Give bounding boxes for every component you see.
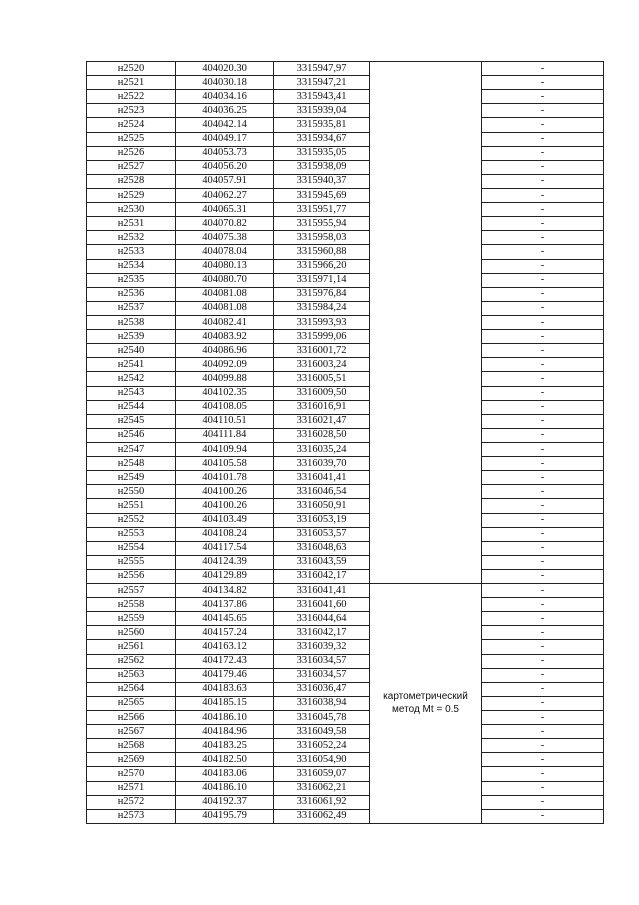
point-id-cell: н2524	[87, 118, 176, 132]
table-row	[87, 132, 604, 146]
y-coordinate-cell: 3316021,47	[274, 414, 370, 428]
x-coordinate-cell: 404042.14	[176, 118, 274, 132]
point-id-cell: н2537	[87, 301, 176, 315]
accuracy-cell: -	[482, 90, 604, 104]
y-coordinate-cell: 3316041,60	[274, 598, 370, 612]
y-coordinate-cell: 3315999,06	[274, 330, 370, 344]
x-coordinate-cell: 404124.39	[176, 555, 274, 569]
accuracy-cell: -	[482, 513, 604, 527]
y-coordinate-cell: 3316061,92	[274, 795, 370, 809]
y-coordinate-cell: 3316043,59	[274, 555, 370, 569]
point-id-cell: н2530	[87, 203, 176, 217]
y-coordinate-cell: 3315935,81	[274, 118, 370, 132]
y-coordinate-cell: 3316034,57	[274, 668, 370, 682]
accuracy-cell: -	[482, 598, 604, 612]
point-id-cell: н2540	[87, 344, 176, 358]
method-cell-upper	[370, 62, 482, 584]
point-id-cell: н2551	[87, 499, 176, 513]
point-id-cell: н2561	[87, 640, 176, 654]
y-coordinate-cell: 3316054,90	[274, 753, 370, 767]
table-row	[87, 668, 604, 682]
table-row	[87, 273, 604, 287]
table-row	[87, 188, 604, 202]
x-coordinate-cell: 404117.54	[176, 541, 274, 555]
y-coordinate-cell: 3315971,14	[274, 273, 370, 287]
accuracy-cell: -	[482, 259, 604, 273]
x-coordinate-cell: 404070.82	[176, 217, 274, 231]
x-coordinate-cell: 404105.58	[176, 457, 274, 471]
accuracy-cell: -	[482, 795, 604, 809]
y-coordinate-cell: 3316042,17	[274, 626, 370, 640]
table-row	[87, 711, 604, 725]
x-coordinate-cell: 404195.79	[176, 809, 274, 823]
point-id-cell: н2571	[87, 781, 176, 795]
x-coordinate-cell: 404099.88	[176, 372, 274, 386]
x-coordinate-cell: 404086.96	[176, 344, 274, 358]
point-id-cell: н2543	[87, 386, 176, 400]
accuracy-cell: -	[482, 344, 604, 358]
x-coordinate-cell: 404080.70	[176, 273, 274, 287]
accuracy-cell: -	[482, 668, 604, 682]
accuracy-cell: -	[482, 217, 604, 231]
table-row	[87, 400, 604, 414]
accuracy-cell: -	[482, 527, 604, 541]
point-id-cell: н2531	[87, 217, 176, 231]
point-id-cell: н2572	[87, 795, 176, 809]
y-coordinate-cell: 3315984,24	[274, 301, 370, 315]
x-coordinate-cell: 404102.35	[176, 386, 274, 400]
y-coordinate-cell: 3316048,63	[274, 541, 370, 555]
table-row	[87, 358, 604, 372]
table-row	[87, 527, 604, 541]
point-id-cell: н2569	[87, 753, 176, 767]
x-coordinate-cell: 404053.73	[176, 146, 274, 160]
accuracy-cell: -	[482, 767, 604, 781]
x-coordinate-cell: 404100.26	[176, 499, 274, 513]
accuracy-cell: -	[482, 809, 604, 823]
table-row	[87, 457, 604, 471]
table-row	[87, 414, 604, 428]
x-coordinate-cell: 404030.18	[176, 76, 274, 90]
x-coordinate-cell: 404056.20	[176, 160, 274, 174]
point-id-cell: н2550	[87, 485, 176, 499]
table-row	[87, 217, 604, 231]
point-id-cell: н2573	[87, 809, 176, 823]
x-coordinate-cell: 404049.17	[176, 132, 274, 146]
table-row	[87, 315, 604, 329]
point-id-cell: н2533	[87, 245, 176, 259]
table-row	[87, 62, 604, 76]
accuracy-cell: -	[482, 725, 604, 739]
y-coordinate-cell: 3316053,57	[274, 527, 370, 541]
accuracy-cell: -	[482, 626, 604, 640]
table-row	[87, 301, 604, 315]
accuracy-cell: -	[482, 146, 604, 160]
table-row	[87, 569, 604, 583]
accuracy-cell: -	[482, 739, 604, 753]
y-coordinate-cell: 3316016,91	[274, 400, 370, 414]
x-coordinate-cell: 404020.30	[176, 62, 274, 76]
x-coordinate-cell: 404172.43	[176, 654, 274, 668]
y-coordinate-cell: 3316005,51	[274, 372, 370, 386]
accuracy-cell: -	[482, 612, 604, 626]
accuracy-cell: -	[482, 315, 604, 329]
point-id-cell: н2554	[87, 541, 176, 555]
accuracy-cell: -	[482, 188, 604, 202]
point-id-cell: н2547	[87, 442, 176, 456]
table-row	[87, 160, 604, 174]
point-id-cell: н2545	[87, 414, 176, 428]
x-coordinate-cell: 404183.06	[176, 767, 274, 781]
point-id-cell: н2522	[87, 90, 176, 104]
point-id-cell: н2566	[87, 711, 176, 725]
y-coordinate-cell: 3316042,17	[274, 569, 370, 583]
point-id-cell: н2520	[87, 62, 176, 76]
point-id-cell: н2555	[87, 555, 176, 569]
table-row	[87, 640, 604, 654]
table-row	[87, 612, 604, 626]
table-row	[87, 245, 604, 259]
table-body	[87, 62, 604, 824]
y-coordinate-cell: 3316034,57	[274, 654, 370, 668]
accuracy-cell: -	[482, 499, 604, 513]
x-coordinate-cell: 404103.49	[176, 513, 274, 527]
accuracy-cell: -	[482, 442, 604, 456]
table-row	[87, 372, 604, 386]
y-coordinate-cell: 3315934,67	[274, 132, 370, 146]
x-coordinate-cell: 404182.50	[176, 753, 274, 767]
accuracy-cell: -	[482, 104, 604, 118]
table-row	[87, 725, 604, 739]
point-id-cell: н2557	[87, 584, 176, 598]
accuracy-cell: -	[482, 457, 604, 471]
y-coordinate-cell: 3315951,77	[274, 203, 370, 217]
table-row	[87, 104, 604, 118]
y-coordinate-cell: 3316036,47	[274, 682, 370, 696]
point-id-cell: н2553	[87, 527, 176, 541]
x-coordinate-cell: 404080.13	[176, 259, 274, 273]
x-coordinate-cell: 404137.86	[176, 598, 274, 612]
x-coordinate-cell: 404062.27	[176, 188, 274, 202]
accuracy-cell: -	[482, 245, 604, 259]
table-row	[87, 231, 604, 245]
x-coordinate-cell: 404186.10	[176, 781, 274, 795]
x-coordinate-cell: 404092.09	[176, 358, 274, 372]
x-coordinate-cell: 404186.10	[176, 711, 274, 725]
accuracy-cell: -	[482, 640, 604, 654]
table-row	[87, 471, 604, 485]
y-coordinate-cell: 3316039,32	[274, 640, 370, 654]
x-coordinate-cell: 404100.26	[176, 485, 274, 499]
y-coordinate-cell: 3315960,88	[274, 245, 370, 259]
table-row	[87, 428, 604, 442]
y-coordinate-cell: 3316009,50	[274, 386, 370, 400]
x-coordinate-cell: 404036.25	[176, 104, 274, 118]
accuracy-cell: -	[482, 781, 604, 795]
table-row	[87, 386, 604, 400]
y-coordinate-cell: 3316046,54	[274, 485, 370, 499]
accuracy-cell: -	[482, 76, 604, 90]
x-coordinate-cell: 404081.08	[176, 301, 274, 315]
y-coordinate-cell: 3316049,58	[274, 725, 370, 739]
point-id-cell: н2536	[87, 287, 176, 301]
y-coordinate-cell: 3316028,50	[274, 428, 370, 442]
point-id-cell: н2568	[87, 739, 176, 753]
table-row	[87, 781, 604, 795]
y-coordinate-cell: 3316035,24	[274, 442, 370, 456]
accuracy-cell: -	[482, 174, 604, 188]
accuracy-cell: -	[482, 62, 604, 76]
y-coordinate-cell: 3316062,49	[274, 809, 370, 823]
x-coordinate-cell: 404185.15	[176, 696, 274, 710]
y-coordinate-cell: 3315935,05	[274, 146, 370, 160]
point-id-cell: н2556	[87, 569, 176, 583]
y-coordinate-cell: 3316038,94	[274, 696, 370, 710]
table-row	[87, 76, 604, 90]
accuracy-cell: -	[482, 485, 604, 499]
y-coordinate-cell: 3315947,21	[274, 76, 370, 90]
y-coordinate-cell: 3316039,70	[274, 457, 370, 471]
point-id-cell: н2541	[87, 358, 176, 372]
x-coordinate-cell: 404111.84	[176, 428, 274, 442]
point-id-cell: н2532	[87, 231, 176, 245]
table-row	[87, 753, 604, 767]
accuracy-cell: -	[482, 696, 604, 710]
table-row	[87, 809, 604, 823]
point-id-cell: н2552	[87, 513, 176, 527]
table-row	[87, 499, 604, 513]
table-row	[87, 795, 604, 809]
x-coordinate-cell: 404101.78	[176, 471, 274, 485]
accuracy-cell: -	[482, 569, 604, 583]
y-coordinate-cell: 3315940,37	[274, 174, 370, 188]
method-cell: картометрический метод Mt = 0.5	[370, 584, 482, 824]
y-coordinate-cell: 3316041,41	[274, 584, 370, 598]
x-coordinate-cell: 404157.24	[176, 626, 274, 640]
accuracy-cell: -	[482, 203, 604, 217]
point-id-cell: н2544	[87, 400, 176, 414]
accuracy-cell: -	[482, 428, 604, 442]
accuracy-cell: -	[482, 753, 604, 767]
accuracy-cell: -	[482, 555, 604, 569]
point-id-cell: н2559	[87, 612, 176, 626]
point-id-cell: н2570	[87, 767, 176, 781]
y-coordinate-cell: 3316044,64	[274, 612, 370, 626]
x-coordinate-cell: 404183.25	[176, 739, 274, 753]
point-id-cell: н2529	[87, 188, 176, 202]
table-row	[87, 555, 604, 569]
accuracy-cell: -	[482, 711, 604, 725]
table-row	[87, 598, 604, 612]
y-coordinate-cell: 3315966,20	[274, 259, 370, 273]
y-coordinate-cell: 3316045,78	[274, 711, 370, 725]
table-row	[87, 513, 604, 527]
point-id-cell: н2565	[87, 696, 176, 710]
x-coordinate-cell: 404078.04	[176, 245, 274, 259]
table-row	[87, 442, 604, 456]
y-coordinate-cell: 3316062,21	[274, 781, 370, 795]
y-coordinate-cell: 3315938,09	[274, 160, 370, 174]
accuracy-cell: -	[482, 372, 604, 386]
point-id-cell: н2542	[87, 372, 176, 386]
y-coordinate-cell: 3316053,19	[274, 513, 370, 527]
accuracy-cell: -	[482, 386, 604, 400]
y-coordinate-cell: 3315955,94	[274, 217, 370, 231]
y-coordinate-cell: 3315993,93	[274, 315, 370, 329]
x-coordinate-cell: 404082.41	[176, 315, 274, 329]
table-row	[87, 654, 604, 668]
table-row	[87, 541, 604, 555]
x-coordinate-cell: 404110.51	[176, 414, 274, 428]
x-coordinate-cell: 404163.12	[176, 640, 274, 654]
accuracy-cell: -	[482, 358, 604, 372]
table-row	[87, 174, 604, 188]
accuracy-cell: -	[482, 654, 604, 668]
x-coordinate-cell: 404108.05	[176, 400, 274, 414]
x-coordinate-cell: 404075.38	[176, 231, 274, 245]
table-row	[87, 118, 604, 132]
table-row	[87, 767, 604, 781]
table-row	[87, 287, 604, 301]
point-id-cell: н2560	[87, 626, 176, 640]
table-row	[87, 344, 604, 358]
accuracy-cell: -	[482, 160, 604, 174]
accuracy-cell: -	[482, 231, 604, 245]
point-id-cell: н2546	[87, 428, 176, 442]
table-row	[87, 146, 604, 160]
accuracy-cell: -	[482, 330, 604, 344]
x-coordinate-cell: 404183.63	[176, 682, 274, 696]
x-coordinate-cell: 404184.96	[176, 725, 274, 739]
point-id-cell: н2538	[87, 315, 176, 329]
y-coordinate-cell: 3315976,84	[274, 287, 370, 301]
x-coordinate-cell: 404179.46	[176, 668, 274, 682]
point-id-cell: н2523	[87, 104, 176, 118]
table-row	[87, 682, 604, 696]
accuracy-cell: -	[482, 471, 604, 485]
y-coordinate-cell: 3316001,72	[274, 344, 370, 358]
point-id-cell: н2562	[87, 654, 176, 668]
y-coordinate-cell: 3316052,24	[274, 739, 370, 753]
y-coordinate-cell: 3316041,41	[274, 471, 370, 485]
accuracy-cell: -	[482, 400, 604, 414]
point-id-cell: н2521	[87, 76, 176, 90]
y-coordinate-cell: 3315958,03	[274, 231, 370, 245]
y-coordinate-cell: 3315947,97	[274, 62, 370, 76]
accuracy-cell: -	[482, 287, 604, 301]
x-coordinate-cell: 404081.08	[176, 287, 274, 301]
table-row	[87, 626, 604, 640]
accuracy-cell: -	[482, 584, 604, 598]
y-coordinate-cell: 3315939,04	[274, 104, 370, 118]
y-coordinate-cell: 3316003,24	[274, 358, 370, 372]
x-coordinate-cell: 404057.91	[176, 174, 274, 188]
x-coordinate-cell: 404129.89	[176, 569, 274, 583]
point-id-cell: н2539	[87, 330, 176, 344]
point-id-cell: н2549	[87, 471, 176, 485]
x-coordinate-cell: 404192.37	[176, 795, 274, 809]
table-row	[87, 90, 604, 104]
point-id-cell: н2548	[87, 457, 176, 471]
point-id-cell: н2564	[87, 682, 176, 696]
coordinates-table-page	[86, 61, 603, 824]
point-id-cell: н2558	[87, 598, 176, 612]
table-row	[87, 259, 604, 273]
table-row	[87, 584, 604, 598]
x-coordinate-cell: 404065.31	[176, 203, 274, 217]
x-coordinate-cell: 404034.16	[176, 90, 274, 104]
point-id-cell: н2526	[87, 146, 176, 160]
accuracy-cell: -	[482, 682, 604, 696]
point-id-cell: н2567	[87, 725, 176, 739]
table-row	[87, 330, 604, 344]
table-row	[87, 739, 604, 753]
table-row	[87, 696, 604, 710]
point-id-cell: н2535	[87, 273, 176, 287]
point-id-cell: н2527	[87, 160, 176, 174]
table-row	[87, 485, 604, 499]
table-row	[87, 203, 604, 217]
y-coordinate-cell: 3315943,41	[274, 90, 370, 104]
x-coordinate-cell: 404145.65	[176, 612, 274, 626]
y-coordinate-cell: 3315945,69	[274, 188, 370, 202]
point-id-cell: н2563	[87, 668, 176, 682]
point-id-cell: н2528	[87, 174, 176, 188]
accuracy-cell: -	[482, 414, 604, 428]
y-coordinate-cell: 3316059,07	[274, 767, 370, 781]
x-coordinate-cell: 404108.24	[176, 527, 274, 541]
accuracy-cell: -	[482, 301, 604, 315]
coordinates-table	[86, 61, 604, 824]
x-coordinate-cell: 404109.94	[176, 442, 274, 456]
x-coordinate-cell: 404134.82	[176, 584, 274, 598]
accuracy-cell: -	[482, 541, 604, 555]
point-id-cell: н2534	[87, 259, 176, 273]
point-id-cell: н2525	[87, 132, 176, 146]
accuracy-cell: -	[482, 273, 604, 287]
x-coordinate-cell: 404083.92	[176, 330, 274, 344]
accuracy-cell: -	[482, 132, 604, 146]
accuracy-cell: -	[482, 118, 604, 132]
y-coordinate-cell: 3316050,91	[274, 499, 370, 513]
